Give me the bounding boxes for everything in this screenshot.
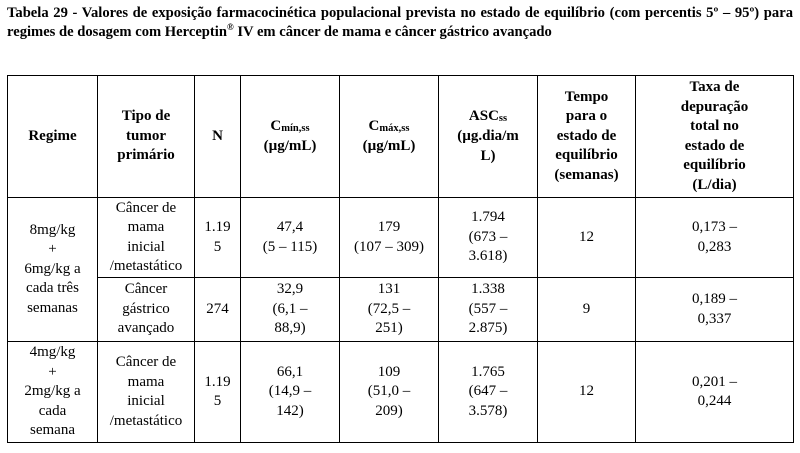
table-row	[8, 198, 794, 278]
n-cell: 1.19 5	[195, 198, 241, 278]
cmin-cell: 47,4 (5 – 115)	[241, 198, 340, 278]
header-cmax: Cmáx,ss (µg/mL)	[340, 76, 439, 198]
tempo-cell: 12	[538, 342, 636, 443]
asc-cell: 1.765 (647 – 3.578)	[439, 342, 538, 443]
header-steady-state-time: Tempo para o estado de equilíbrio (semanas)	[538, 76, 636, 198]
table-caption	[7, 4, 793, 42]
pk-exposure-table	[7, 75, 794, 443]
table-row	[8, 278, 794, 342]
n-cell: 1.19 5	[195, 342, 241, 443]
cmax-cell: 109 (51,0 – 209)	[340, 342, 439, 443]
registered-mark: ®	[226, 22, 234, 32]
header-clearance: Taxa de depuração total no estado de equilíbrio (L/dia)	[636, 76, 794, 198]
header-row	[8, 76, 794, 198]
n-cell: 274	[195, 278, 241, 342]
tempo-cell: 12	[538, 198, 636, 278]
header-regime: Regime	[8, 76, 98, 198]
tempo-cell: 9	[538, 278, 636, 342]
header-cmin: Cmín,ss (µg/mL)	[241, 76, 340, 198]
regime-cell: 8mg/kg + 6mg/kg a cada três semanas	[8, 198, 98, 342]
asc-cell: 1.338 (557 – 2.875)	[439, 278, 538, 342]
header-tumor-type: Tipo de tumor primário	[98, 76, 195, 198]
tumor-cell: Câncer de mama inicial /metastático	[98, 198, 195, 278]
tumor-cell: Câncer de mama inicial /metastático	[98, 342, 195, 443]
table-row	[8, 342, 794, 443]
cmax-cell: 131 (72,5 – 251)	[340, 278, 439, 342]
asc-cell: 1.794 (673 – 3.618)	[439, 198, 538, 278]
cmin-cell: 32,9 (6,1 – 88,9)	[241, 278, 340, 342]
taxa-cell: 0,189 – 0,337	[636, 278, 794, 342]
header-n: N	[195, 76, 241, 198]
caption-tail: IV em câncer de mama e câncer gástrico avançado	[233, 24, 552, 40]
taxa-cell: 0,173 – 0,283	[636, 198, 794, 278]
tumor-cell: Câncer gástrico avançado	[98, 278, 195, 342]
caption-text: Tabela 29 - Valores de exposição farmacocinética populacional prevista no estado de equilíbrio (com percentis 5º – 95º) para regimes de dosagem com Herceptin	[7, 5, 793, 40]
regime-cell: 4mg/kg + 2mg/kg a cada semana	[8, 342, 98, 443]
taxa-cell: 0,201 – 0,244	[636, 342, 794, 443]
cmax-cell: 179 (107 – 309)	[340, 198, 439, 278]
header-asc: ASCss (µg.dia/m L)	[439, 76, 538, 198]
cmin-cell: 66,1 (14,9 – 142)	[241, 342, 340, 443]
